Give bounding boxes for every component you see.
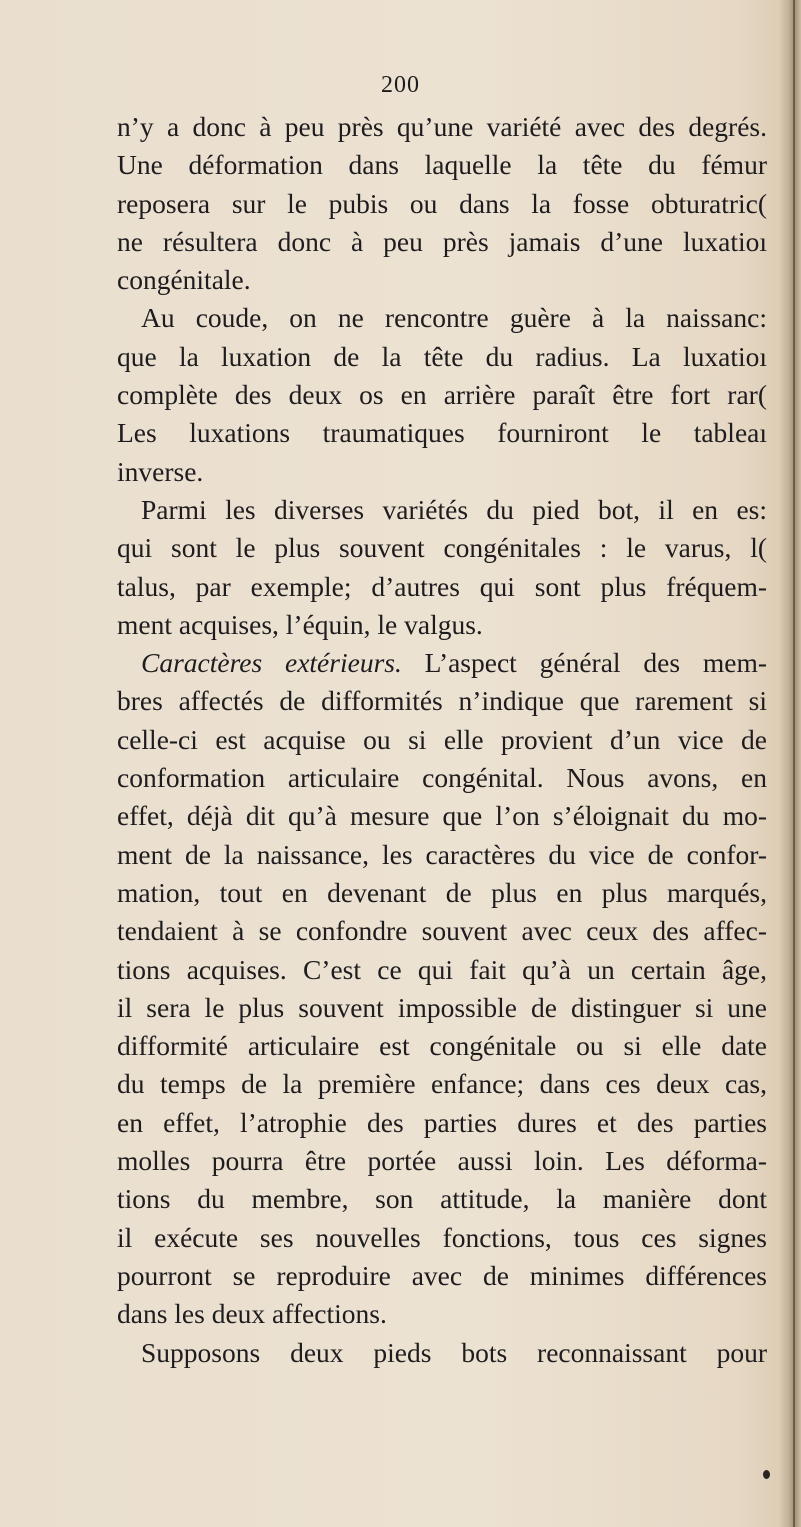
line-text: difformité articulaire est congénitale ou si elle date — [117, 1030, 767, 1062]
line-text: ment acquises, l’équin, le valgus. — [117, 608, 483, 640]
text-line — [117, 759, 767, 797]
text-line — [117, 1104, 767, 1142]
line-text: Parmi les diverses variétés du pied bot, il en es: — [141, 493, 767, 525]
italic-heading: Caractères extérieurs. — [141, 647, 402, 679]
line-text: Supposons deux pieds bots reconnaissant pour — [141, 1336, 767, 1368]
line-text: pourront se reproduire avec de minimes différences — [117, 1259, 767, 1291]
text-line — [117, 682, 767, 720]
line-text: il sera le plus souvent impossible de distinguer si une — [117, 991, 767, 1023]
text-line — [117, 797, 767, 835]
text-line — [117, 1065, 767, 1103]
body-text — [117, 108, 767, 1372]
text-line — [117, 414, 767, 452]
text-line — [117, 1219, 767, 1257]
line-text: effet, déjà dit qu’à mesure que l’on s’éloignait du mo- — [117, 800, 767, 832]
line-text: Les luxations traumatiques fourniront le tableaı — [117, 417, 767, 449]
line-text: inverse. — [117, 455, 204, 487]
line-text: molles pourra être portée aussi loin. Les déforma- — [117, 1145, 767, 1177]
line-text: tions du membre, son attitude, la manière dont — [117, 1183, 767, 1215]
text-line — [117, 185, 767, 223]
page-edge-line — [793, 0, 795, 1527]
line-text: L’aspect général des mem- — [401, 647, 767, 679]
text-line — [117, 223, 767, 261]
line-text: il exécute ses nouvelles fonctions, tous ces signes — [117, 1221, 767, 1253]
text-line — [117, 836, 767, 874]
page-edge-shadow — [779, 0, 801, 1527]
line-text: complète des deux os en arrière paraît être fort rar( — [117, 379, 767, 411]
text-line — [117, 108, 767, 146]
text-line — [117, 951, 767, 989]
text-line — [117, 1142, 767, 1180]
line-text: celle-ci est acquise ou si elle provient d’un vice de — [117, 723, 767, 755]
text-line — [117, 1334, 767, 1372]
line-text: n’y a donc à peu près qu’une variété avec des degrés. — [117, 111, 767, 142]
line-text: tendaient à se confondre souvent avec ceux des affec- — [117, 915, 767, 947]
line-text: en effet, l’atrophie des parties dures et des parties — [117, 1106, 767, 1138]
line-text: Une déformation dans laquelle la tête du fémur — [117, 149, 767, 181]
text-line — [117, 1180, 767, 1218]
text-line — [117, 299, 767, 337]
text-line — [117, 261, 767, 299]
line-text: talus, par exemple; d’autres qui sont plus fréquem- — [117, 570, 767, 602]
line-text: reposera sur le pubis ou dans la fosse obturatric( — [117, 187, 767, 219]
text-line — [117, 338, 767, 376]
text-line — [117, 989, 767, 1027]
text-line — [117, 606, 767, 644]
line-text: tions acquises. C’est ce qui fait qu’à un certain âge, — [117, 953, 767, 985]
line-text: qui sont le plus souvent congénitales : le varus, l( — [117, 532, 767, 564]
line-text: mation, tout en devenant de plus en plus marqués, — [117, 876, 767, 908]
line-text: que la luxation de la tête du radius. La luxatioı — [117, 340, 767, 372]
text-line — [117, 874, 767, 912]
line-text: du temps de la première enfance; dans ces deux cas, — [117, 1068, 767, 1100]
text-line — [117, 1027, 767, 1065]
line-text: bres affectés de difformités n’indique que rarement si — [117, 685, 767, 717]
line-text: ne résultera donc à peu près jamais d’une luxatioı — [117, 225, 767, 257]
line-text: Au coude, on ne rencontre guère à la naissanc: — [141, 302, 767, 334]
text-line — [117, 146, 767, 184]
line-text: conformation articulaire congénital. Nous avons, en — [117, 762, 767, 794]
text-line — [117, 1257, 767, 1295]
text-line — [117, 453, 767, 491]
text-line — [117, 491, 767, 529]
text-line — [117, 568, 767, 606]
text-line — [117, 529, 767, 567]
text-line — [117, 376, 767, 414]
line-text: dans les deux affections. — [117, 1298, 387, 1330]
text-line — [117, 912, 767, 950]
text-line — [117, 644, 767, 682]
line-text: congénitale. — [117, 264, 251, 296]
line-text: ment de la naissance, les caractères du vice de confor- — [117, 838, 767, 870]
text-line — [117, 721, 767, 759]
page-number: 200 — [381, 72, 420, 98]
ink-speck — [763, 1470, 770, 1479]
text-line — [117, 1295, 767, 1333]
